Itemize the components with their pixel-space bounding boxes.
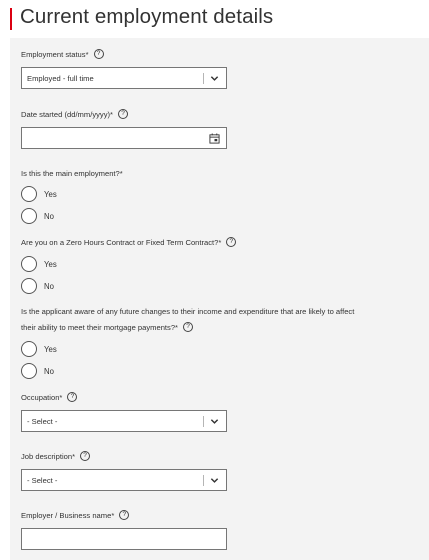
zero-hours-label-text: Are you on a Zero Hours Contract or Fixed Term Contract?* [21, 238, 222, 247]
date-started-label [21, 109, 128, 121]
help-icon[interactable]: ? [94, 49, 104, 59]
employment-status-select[interactable] [21, 67, 227, 89]
occupation-label-text: Occupation* [21, 393, 63, 402]
radio-button[interactable] [21, 186, 37, 202]
calendar-icon[interactable] [209, 133, 220, 144]
chevron-down-icon [210, 476, 219, 485]
radio-label: No [44, 282, 54, 291]
chevron-down-icon [210, 417, 219, 426]
radio-label: Yes [44, 260, 57, 269]
radio-button[interactable] [21, 256, 37, 272]
employer-name-label-text: Employer / Business name* [21, 511, 115, 520]
radio-label: No [44, 212, 54, 221]
chevron-down-icon [210, 74, 219, 83]
radio-label: No [44, 367, 54, 376]
future-changes-label-text: their ability to meet their mortgage payments?* [21, 323, 179, 332]
job-description-value: - Select - [27, 476, 58, 485]
employment-status-label-text: Employment status* [21, 50, 89, 59]
employer-name-label [21, 510, 129, 522]
page-title: Current employment details [20, 5, 274, 28]
job-description-select[interactable] [21, 469, 227, 491]
radio-label: Yes [44, 345, 57, 354]
future-changes-label-line2 [21, 322, 193, 334]
employment-status-value: Employed - full time [27, 74, 94, 83]
job-description-label [21, 451, 90, 463]
occupation-label [21, 392, 77, 404]
radio-button[interactable] [21, 278, 37, 294]
radio-button[interactable] [21, 341, 37, 357]
title-bar [0, 0, 429, 38]
radio-button[interactable] [21, 363, 37, 379]
employment-status-label [21, 49, 104, 61]
employer-name-input[interactable] [21, 528, 227, 550]
select-divider [203, 73, 204, 84]
radio-label: Yes [44, 190, 57, 199]
help-icon[interactable]: ? [118, 109, 128, 119]
date-started-input[interactable] [21, 127, 227, 149]
radio-button[interactable] [21, 208, 37, 224]
help-icon[interactable]: ? [226, 237, 236, 247]
help-icon[interactable]: ? [119, 510, 129, 520]
help-icon[interactable]: ? [183, 322, 193, 332]
title-accent-bar [10, 8, 12, 30]
select-divider [203, 475, 204, 486]
future-changes-label-line1: Is the applicant aware of any future changes to their income and expenditure that are likely to affect [21, 307, 355, 316]
select-divider [203, 416, 204, 427]
occupation-select[interactable] [21, 410, 227, 432]
date-started-label-text: Date started (dd/mm/yyyy)* [21, 110, 113, 119]
zero-hours-label [21, 237, 236, 249]
job-description-label-text: Job description* [21, 452, 76, 461]
help-icon[interactable]: ? [80, 451, 90, 461]
help-icon[interactable]: ? [67, 392, 77, 402]
occupation-value: - Select - [27, 417, 58, 426]
main-employment-label: Is this the main employment?* [21, 169, 123, 178]
